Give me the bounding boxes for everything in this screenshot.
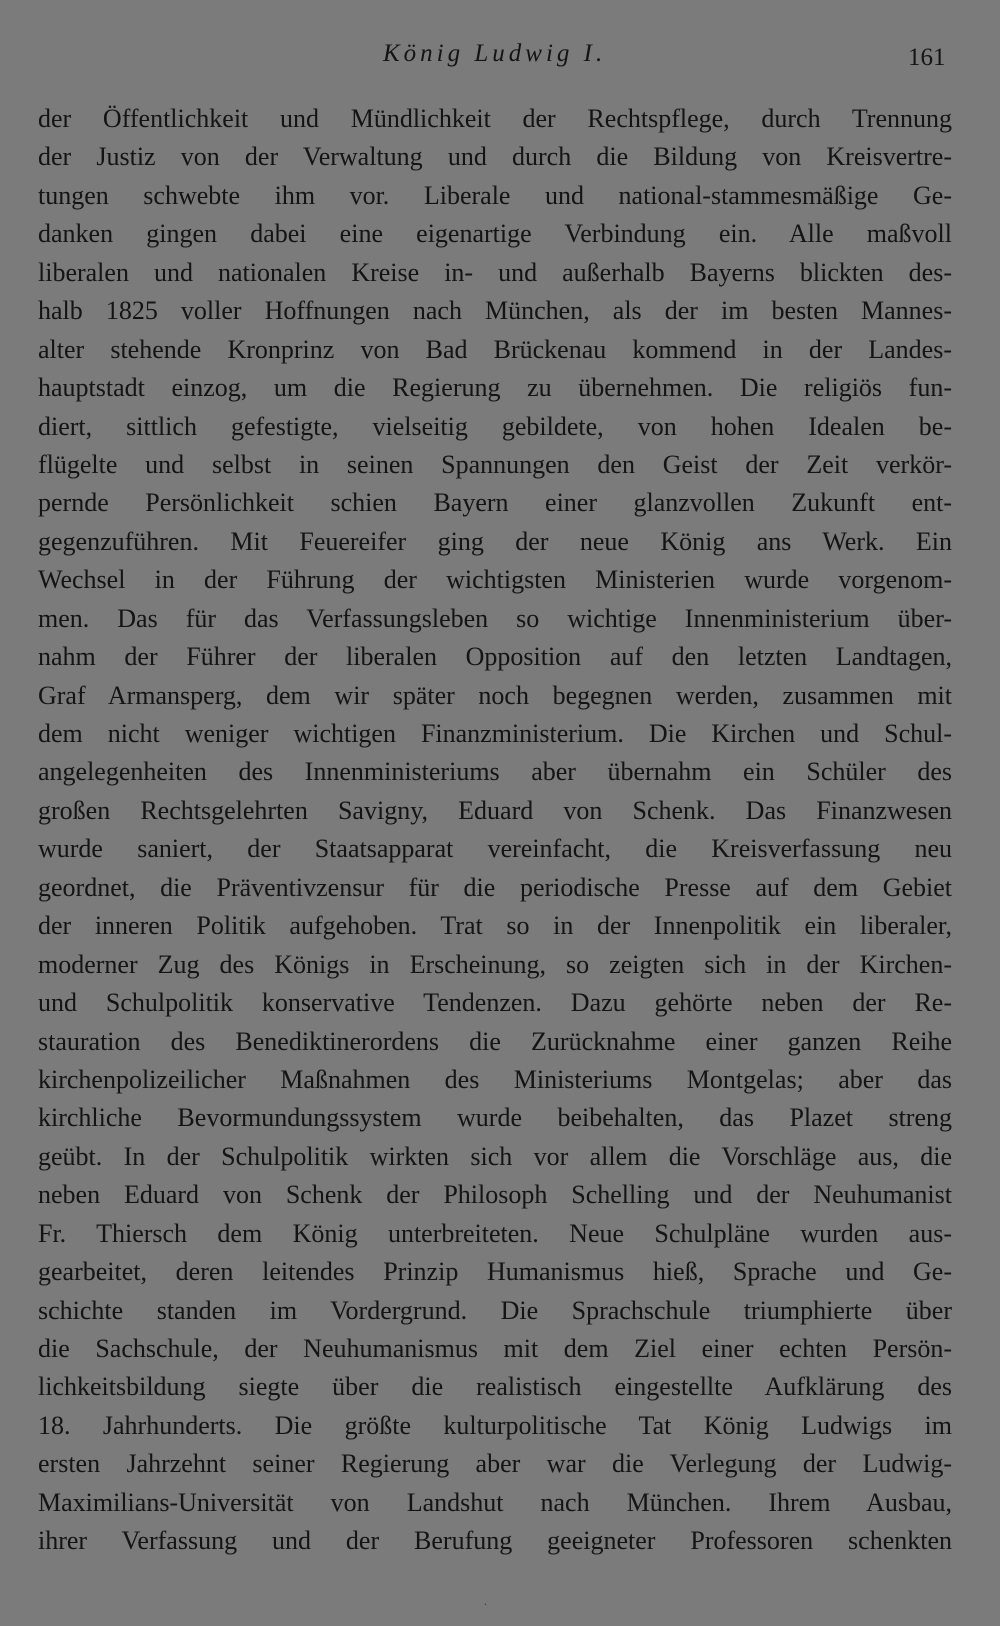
text-line: dem nicht weniger wichtigen Finanzministerium. Die Kirchen und Schul- <box>38 719 952 748</box>
text-line: geübt. In der Schulpolitik wirkten sich vor allem die Vorschläge aus, die <box>38 1141 952 1171</box>
text-line: lichkeitsbildung siegte über die realistisch eingestellte Aufklärung des <box>38 1372 952 1402</box>
text-line: danken gingen dabei eine eigenartige Verbindung ein. Alle maßvoll <box>38 219 952 249</box>
text-line: moderner Zug des Königs in Erscheinung, so zeigten sich in der Kirchen- <box>38 949 952 979</box>
text-line: ihrer Verfassung und der Berufung geeigneter Professoren schenkten <box>38 1526 952 1556</box>
text-line: tungen schwebte ihm vor. Liberale und national-stammesmäßige Ge- <box>38 180 952 210</box>
text-line: liberalen und nationalen Kreise in- und außerhalb Bayerns blickten des- <box>38 257 952 287</box>
text-line: Fr. Thiersch dem König unterbreiteten. Neue Schulpläne wurden aus- <box>38 1218 952 1248</box>
text-line: kirchliche Bevormundungssystem wurde beibehalten, das Plazet streng <box>38 1103 952 1133</box>
text-line: der inneren Politik aufgehoben. Trat so in der Innenpolitik ein liberaler, <box>38 911 952 941</box>
text-line: alter stehende Kronprinz von Bad Brückenau kommend in der Landes- <box>38 334 952 364</box>
text-line: gearbeitet, deren leitendes Prinzip Humanismus hieß, Sprache und Ge- <box>38 1257 952 1287</box>
text-line: Graf Armansperg, dem wir später noch begegnen werden, zusammen mit <box>38 680 952 710</box>
text-line: geordnet, die Präventivzensur für die periodische Presse auf dem Gebiet <box>38 872 952 902</box>
text-line: angelegenheiten des Innenministeriums aber übernahm ein Schüler des <box>38 757 952 787</box>
running-title: König Ludwig I. <box>383 40 607 67</box>
text-line: schichte standen im Vordergrund. Die Sprachschule triumphierte über <box>38 1295 952 1325</box>
text-line: nahm der Führer der liberalen Opposition auf den letzten Landtagen, <box>38 642 952 672</box>
text-line: Maximilians-Universität von Landshut nach München. Ihrem Ausbau, <box>38 1487 952 1517</box>
footer-mark: . <box>484 1594 487 1608</box>
page-number: 161 <box>908 44 946 71</box>
body-text <box>38 100 952 1561</box>
text-line: ersten Jahrzehnt seiner Regierung aber war die Verlegung der Ludwig- <box>38 1449 952 1479</box>
text-line: neben Eduard von Schenk der Philosoph Schelling und der Neuhumanist <box>38 1180 952 1210</box>
text-line: Wechsel in der Führung der wichtigsten Ministerien wurde vorgenom- <box>38 565 952 595</box>
text-line: halb 1825 voller Hoffnungen nach München, als der im besten Mannes- <box>38 296 952 326</box>
text-line: diert, sittlich gefestigte, vielseitig gebildete, von hohen Idealen be- <box>38 411 952 441</box>
text-line: kirchenpolizeilicher Maßnahmen des Ministeriums Montgelas; aber das <box>38 1064 952 1094</box>
text-line: stauration des Benediktinerordens die Zurücknahme einer ganzen Reihe <box>38 1026 952 1056</box>
text-line: hauptstadt einzog, um die Regierung zu übernehmen. Die religiös fun- <box>38 373 952 403</box>
text-line: großen Rechtsgelehrten Savigny, Eduard von Schenk. Das Finanzwesen <box>38 795 952 825</box>
text-line: gegenzuführen. Mit Feuereifer ging der neue König ans Werk. Ein <box>38 526 952 556</box>
text-line: wurde saniert, der Staatsapparat vereinfacht, die Kreisverfassung neu <box>38 834 952 864</box>
text-line: flügelte und selbst in seinen Spannungen den Geist der Zeit verkör- <box>38 449 952 479</box>
text-line: pernde Persönlichkeit schien Bayern einer glanzvollen Zukunft ent- <box>38 488 952 518</box>
page-header <box>0 40 1000 80</box>
text-line: 18. Jahrhunderts. Die größte kulturpolitische Tat König Ludwigs im <box>38 1410 952 1440</box>
text-line: die Sachschule, der Neuhumanismus mit dem Ziel einer echten Persön- <box>38 1334 952 1363</box>
text-line: und Schulpolitik konservative Tendenzen. Dazu gehörte neben der Re- <box>38 988 952 1018</box>
text-line: men. Das für das Verfassungsleben so wichtige Innenministerium über- <box>38 603 952 633</box>
text-line: der Öffentlichkeit und Mündlichkeit der Rechtspflege, durch Trennung <box>38 104 952 133</box>
text-line: der Justiz von der Verwaltung und durch die Bildung von Kreisvertre- <box>38 142 952 172</box>
